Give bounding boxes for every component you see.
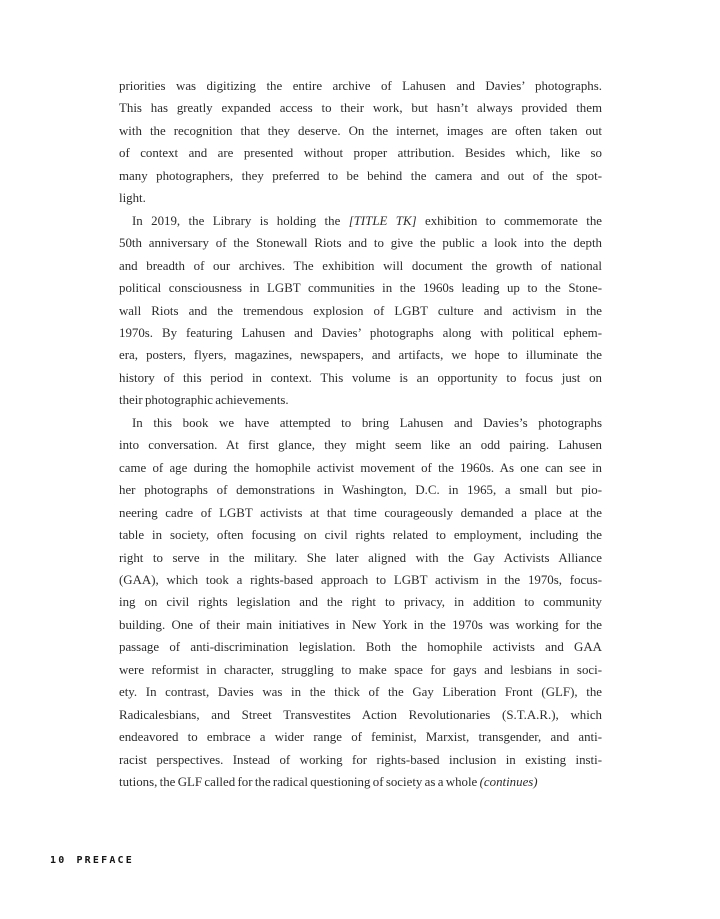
- italic-text: (continues): [479, 775, 538, 790]
- text-line: In 2019, the Library is holding the [TITLE TK] exhibition to commemorate the: [132, 213, 602, 228]
- text-line: into conversation. At first glance, they might seem like an odd pairing. Lahusen: [119, 438, 602, 453]
- text-line: and breadth of our archives. The exhibition will document the growth of national: [119, 258, 602, 273]
- text-line: table in society, often focusing on civil rights related to employment, including the: [119, 528, 602, 543]
- text-line: wall Riots and the tremendous explosion of LGBT culture and activism in the: [119, 303, 602, 318]
- text-line: their photographic achievements.: [119, 393, 289, 408]
- paragraph: [119, 210, 602, 412]
- text-line: light.: [119, 191, 146, 206]
- text-line: racist perspectives. Instead of working for rights-based inclusion in existing insti-: [119, 752, 602, 767]
- text-line: (GAA), which took a rights-based approach to LGBT activism in the 1970s, focus-: [119, 572, 602, 587]
- text-line: came of age during the homophile activist movement of the 1960s. As one can see in: [119, 460, 602, 475]
- text-line: history of this period in context. This volume is an opportunity to focus just on: [119, 370, 602, 385]
- section-label: PREFACE: [76, 855, 134, 866]
- text-line: with the recognition that they deserve. On the internet, images are often taken out: [119, 123, 602, 138]
- page-number: 10: [50, 855, 67, 866]
- paragraph: [119, 412, 602, 794]
- text-line: This has greatly expanded access to their work, but hasn’t always provided them: [119, 101, 602, 116]
- text-line: right to serve in the military. She later aligned with the Gay Activists Alliance: [119, 550, 602, 565]
- text-line: ing on civil rights legislation and the right to privacy, in addition to community: [119, 595, 602, 610]
- body-text: [119, 75, 602, 794]
- text-line: political consciousness in LGBT communities in the 1960s leading up to the Stone-: [119, 281, 602, 296]
- text-line: endeavored to embrace a wider range of feminist, Marxist, transgender, and anti-: [119, 730, 602, 745]
- text-line: ety. In contrast, Davies was in the thick of the Gay Liberation Front (GLF), the: [119, 685, 602, 700]
- page-footer: [50, 855, 134, 867]
- text-line: neering cadre of LGBT activists at that time courageously demanded a place at the: [119, 505, 602, 520]
- text-line: 50th anniversary of the Stonewall Riots and to give the public a look into the depth: [119, 236, 602, 251]
- text-line: passage of anti-discrimination legislation. Both the homophile activists and GAA: [119, 640, 602, 655]
- text-line: In this book we have attempted to bring Lahusen and Davies’s photographs: [132, 415, 602, 430]
- text-line: building. One of their main initiatives in New York in the 1970s was working for the: [119, 617, 602, 632]
- text-line: tutions, the GLF called for the radical questioning of society as a whole (continues): [119, 775, 538, 790]
- text-line: were reformist in character, struggling to make space for gays and lesbians in soci-: [119, 662, 602, 677]
- text-line: era, posters, flyers, magazines, newspapers, and artifacts, we hope to illuminate the: [119, 348, 602, 363]
- text-line: 1970s. By featuring Lahusen and Davies’ photographs along with political ephem-: [119, 325, 602, 340]
- text-line: many photographers, they preferred to be behind the camera and out of the spot-: [119, 168, 602, 183]
- text-line: her photographs of demonstrations in Washington, D.C. in 1965, a small but pio-: [119, 483, 602, 498]
- text-line: priorities was digitizing the entire archive of Lahusen and Davies’ photographs.: [119, 79, 602, 93]
- text-line: of context and are presented without proper attribution. Besides which, like so: [119, 146, 602, 161]
- text-line: Radicalesbians, and Street Transvestites Action Revolutionaries (S.T.A.R.), which: [119, 707, 602, 722]
- paragraph: [119, 75, 602, 210]
- italic-text: [TITLE TK]: [348, 213, 417, 228]
